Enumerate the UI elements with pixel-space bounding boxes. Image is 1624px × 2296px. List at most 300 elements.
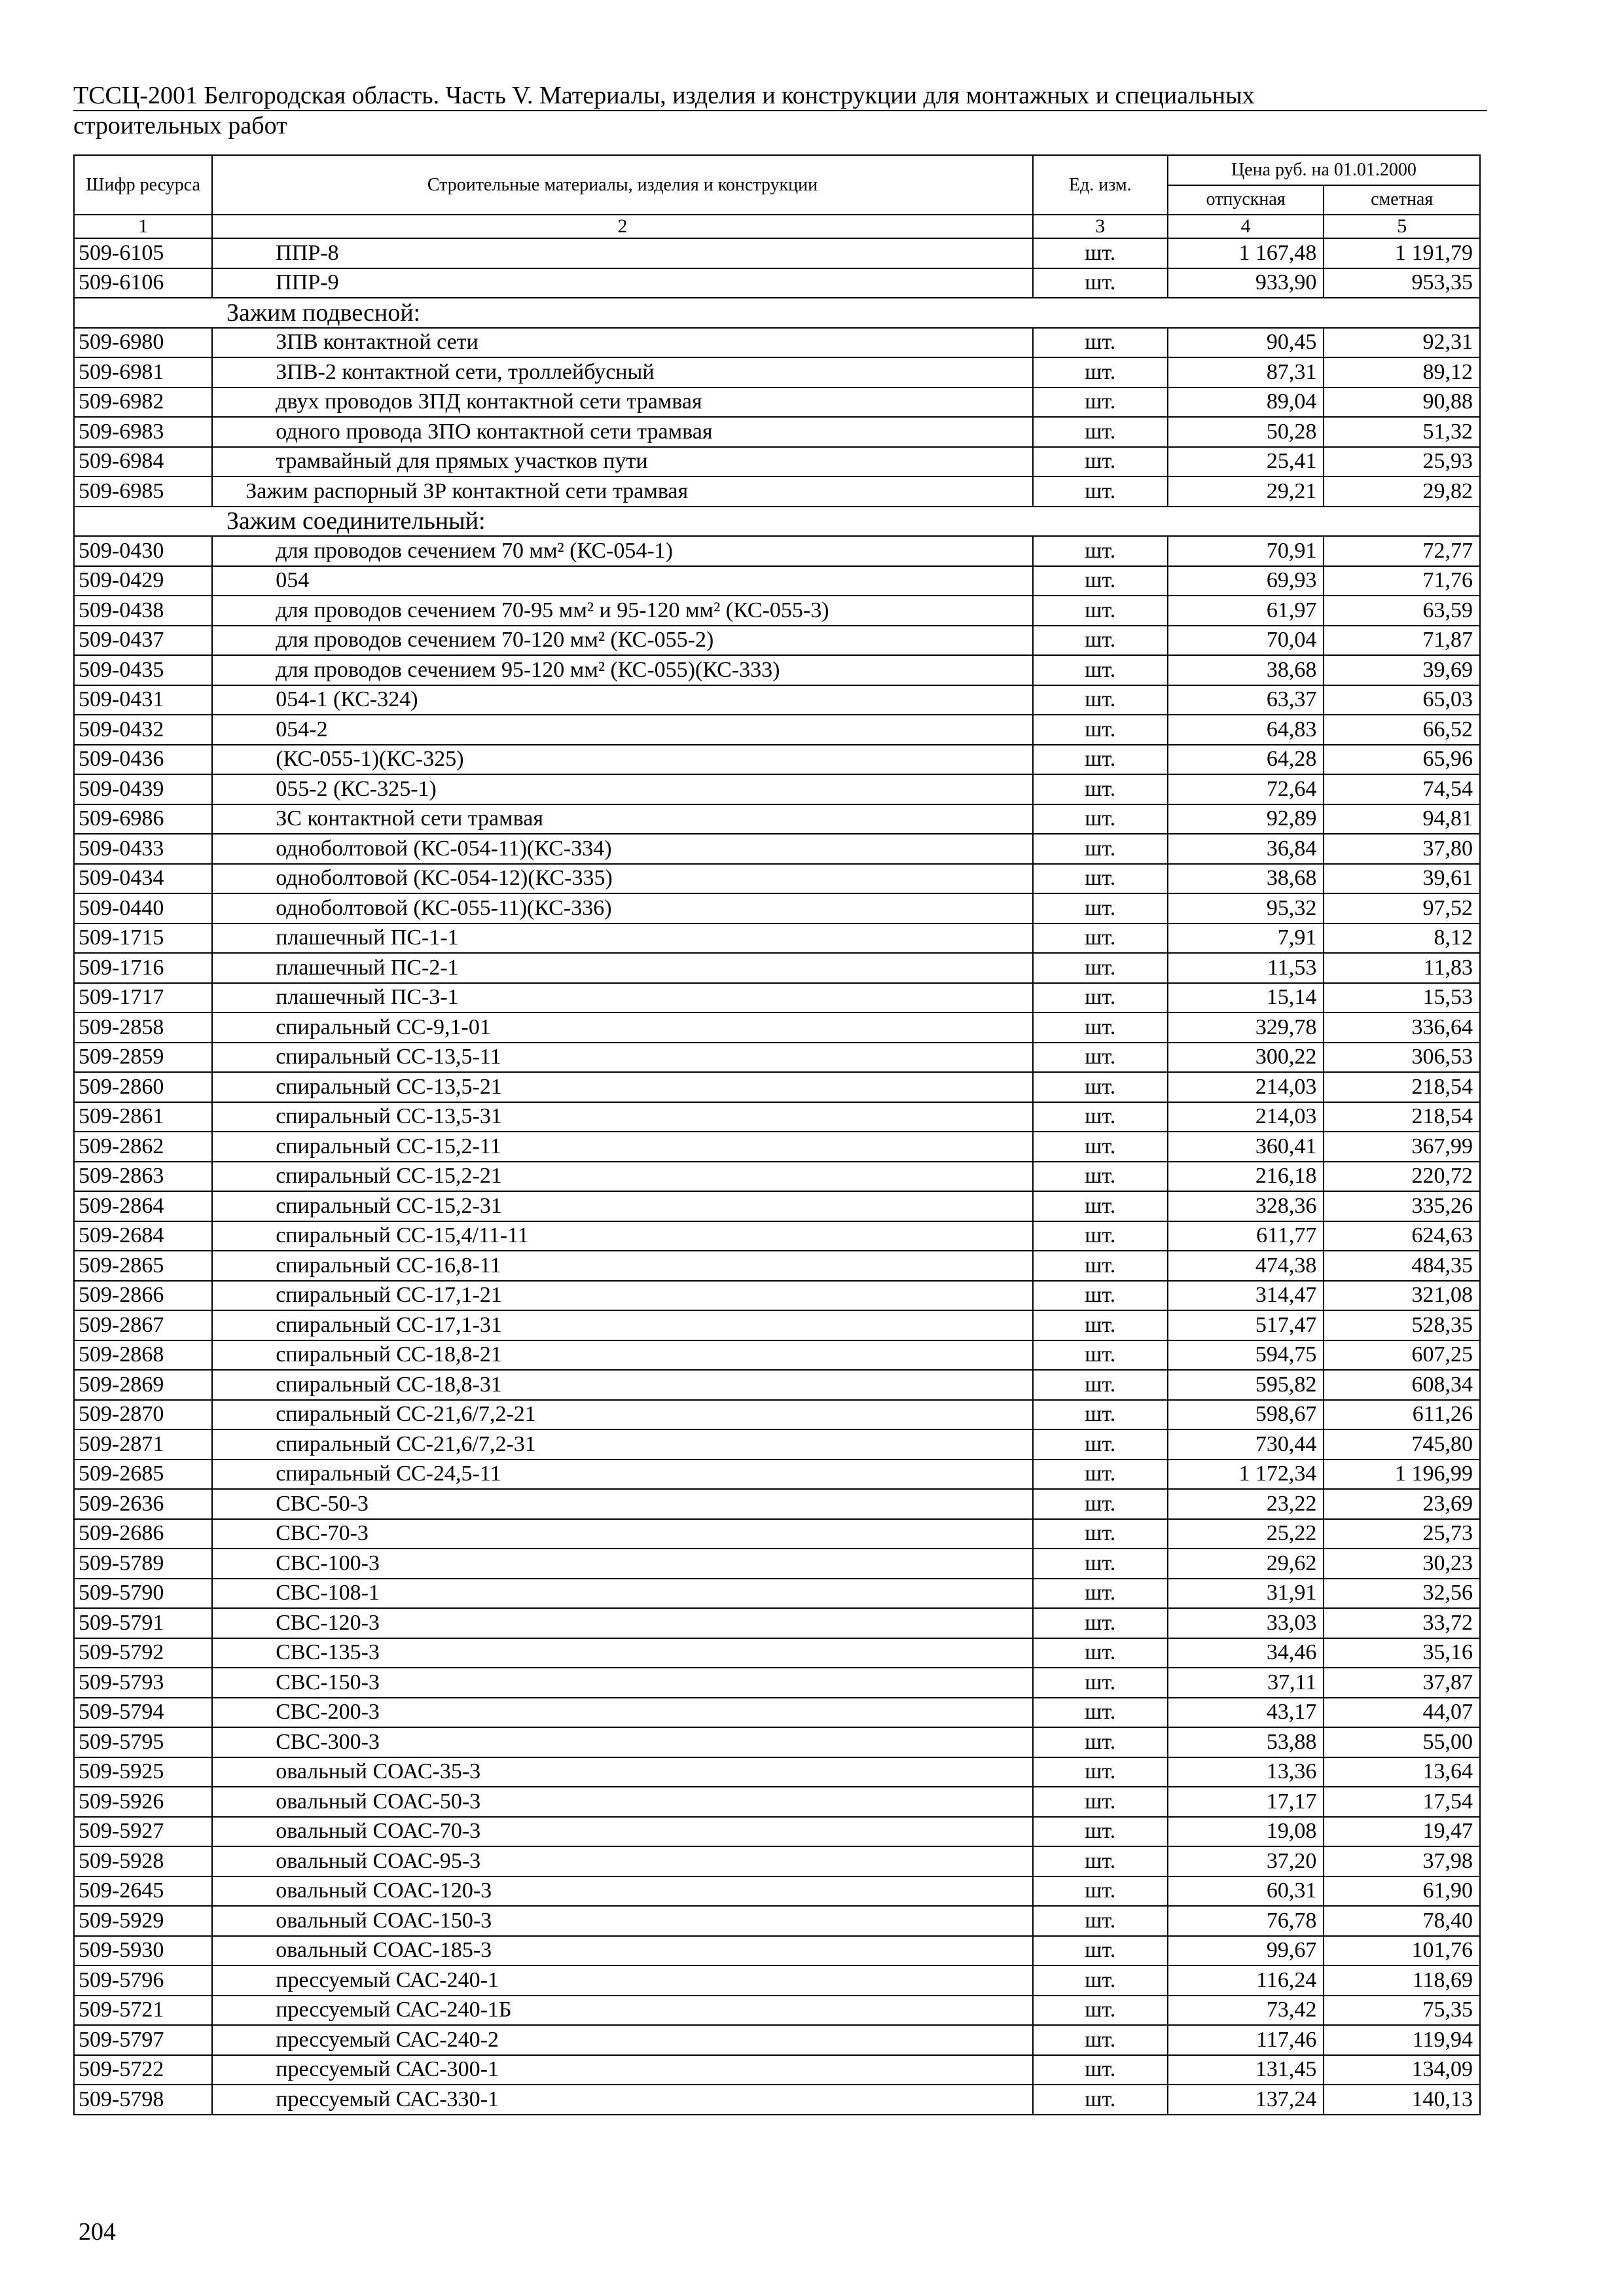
unit-cell: шт. bbox=[1033, 1876, 1168, 1907]
resource-code-cell: 509-6982 bbox=[74, 387, 212, 418]
resource-code-cell: 509-6986 bbox=[74, 804, 212, 834]
unit-cell: шт. bbox=[1033, 1043, 1168, 1073]
release-price-cell: 214,03 bbox=[1168, 1072, 1324, 1102]
material-name-cell: спиральный СС-17,1-21 bbox=[212, 1281, 1032, 1311]
table-row bbox=[74, 1996, 1480, 2026]
material-name-cell: СВС-50-3 bbox=[212, 1489, 1032, 1519]
table-row bbox=[74, 1965, 1480, 1996]
release-price-cell: 19,08 bbox=[1168, 1817, 1324, 1847]
unit-cell: шт. bbox=[1033, 2055, 1168, 2085]
material-name-cell: плашечный ПС-1-1 bbox=[212, 924, 1032, 954]
estimate-price-cell: 101,76 bbox=[1324, 1936, 1480, 1966]
resource-code-cell: 509-0439 bbox=[74, 774, 212, 804]
material-name-cell: овальный СОАС-35-3 bbox=[212, 1757, 1032, 1787]
unit-cell: шт. bbox=[1033, 1579, 1168, 1609]
table-row bbox=[74, 1579, 1480, 1609]
release-price-cell: 329,78 bbox=[1168, 1013, 1324, 1043]
material-name-cell: ППР-8 bbox=[212, 238, 1032, 268]
unit-cell: шт. bbox=[1033, 1757, 1168, 1787]
release-price-cell: 730,44 bbox=[1168, 1429, 1324, 1460]
table-row bbox=[74, 1072, 1480, 1102]
column-header-code: Шифр ресурса bbox=[74, 155, 212, 215]
resource-code-cell: 509-6984 bbox=[74, 447, 212, 477]
unit-cell: шт. bbox=[1033, 387, 1168, 418]
material-name-cell: спиральный СС-21,6/7,2-21 bbox=[212, 1400, 1032, 1430]
table-row bbox=[74, 685, 1480, 715]
material-name-cell: ЗС контактной сети трамвая bbox=[212, 804, 1032, 834]
estimate-price-cell: 44,07 bbox=[1324, 1698, 1480, 1728]
unit-cell: шт. bbox=[1033, 1102, 1168, 1132]
release-price-cell: 29,62 bbox=[1168, 1549, 1324, 1579]
table-row bbox=[74, 1013, 1480, 1043]
release-price-cell: 76,78 bbox=[1168, 1906, 1324, 1936]
release-price-cell: 64,83 bbox=[1168, 715, 1324, 745]
estimate-price-cell: 119,94 bbox=[1324, 2025, 1480, 2055]
release-price-cell: 38,68 bbox=[1168, 655, 1324, 685]
resource-code-cell: 509-6981 bbox=[74, 357, 212, 387]
material-name-cell: спиральный СС-13,5-31 bbox=[212, 1102, 1032, 1132]
release-price-cell: 17,17 bbox=[1168, 1787, 1324, 1817]
resource-code-cell: 509-2868 bbox=[74, 1340, 212, 1371]
table-row bbox=[74, 447, 1480, 477]
release-price-cell: 216,18 bbox=[1168, 1162, 1324, 1192]
unit-cell: шт. bbox=[1033, 1221, 1168, 1251]
unit-cell: шт. bbox=[1033, 476, 1168, 507]
release-price-cell: 38,68 bbox=[1168, 864, 1324, 894]
table-row bbox=[74, 953, 1480, 983]
table-row bbox=[74, 1191, 1480, 1221]
material-name-cell: одноболтовой (КС-054-12)(КС-335) bbox=[212, 864, 1032, 894]
unit-cell: шт. bbox=[1033, 566, 1168, 596]
table-row bbox=[74, 1489, 1480, 1519]
estimate-price-cell: 75,35 bbox=[1324, 1996, 1480, 2026]
estimate-price-cell: 90,88 bbox=[1324, 387, 1480, 418]
material-name-cell: овальный СОАС-50-3 bbox=[212, 1787, 1032, 1817]
estimate-price-cell: 25,73 bbox=[1324, 1519, 1480, 1549]
table-row bbox=[74, 1727, 1480, 1757]
table-row bbox=[74, 655, 1480, 685]
material-name-cell: спиральный СС-15,4/11-11 bbox=[212, 1221, 1032, 1251]
release-price-cell: 95,32 bbox=[1168, 893, 1324, 924]
resource-code-cell: 509-5797 bbox=[74, 2025, 212, 2055]
unit-cell: шт. bbox=[1033, 1519, 1168, 1549]
estimate-price-cell: 37,80 bbox=[1324, 834, 1480, 864]
material-name-cell: Зажим распорный ЗР контактной сети трамвая bbox=[212, 476, 1032, 507]
estimate-price-cell: 65,03 bbox=[1324, 685, 1480, 715]
table-row bbox=[74, 1400, 1480, 1430]
estimate-price-cell: 30,23 bbox=[1324, 1549, 1480, 1579]
table-row bbox=[74, 417, 1480, 447]
table-row bbox=[74, 566, 1480, 596]
release-price-cell: 314,47 bbox=[1168, 1281, 1324, 1311]
resource-code-cell: 509-2636 bbox=[74, 1489, 212, 1519]
material-name-cell: спиральный СС-13,5-11 bbox=[212, 1043, 1032, 1073]
release-price-cell: 517,47 bbox=[1168, 1310, 1324, 1340]
unit-cell: шт. bbox=[1033, 1162, 1168, 1192]
estimate-price-cell: 74,54 bbox=[1324, 774, 1480, 804]
estimate-price-cell: 29,82 bbox=[1324, 476, 1480, 507]
resource-code-cell: 509-2858 bbox=[74, 1013, 212, 1043]
material-name-cell: СВС-300-3 bbox=[212, 1727, 1032, 1757]
release-price-cell: 89,04 bbox=[1168, 387, 1324, 418]
unit-cell: шт. bbox=[1033, 2025, 1168, 2055]
material-name-cell: одноболтовой (КС-055-11)(КС-336) bbox=[212, 893, 1032, 924]
table-row bbox=[74, 774, 1480, 804]
estimate-price-cell: 94,81 bbox=[1324, 804, 1480, 834]
resource-code-cell: 509-2685 bbox=[74, 1460, 212, 1490]
estimate-price-cell: 484,35 bbox=[1324, 1251, 1480, 1281]
group-heading: Зажим соединительный: bbox=[74, 507, 1480, 537]
price-table bbox=[73, 154, 1481, 2115]
unit-cell: шт. bbox=[1033, 685, 1168, 715]
table-row bbox=[74, 1817, 1480, 1847]
table-row bbox=[74, 924, 1480, 954]
release-price-cell: 15,14 bbox=[1168, 983, 1324, 1013]
resource-code-cell: 509-0434 bbox=[74, 864, 212, 894]
unit-cell: шт. bbox=[1033, 1698, 1168, 1728]
unit-cell: шт. bbox=[1033, 1965, 1168, 1996]
material-name-cell: 054-2 bbox=[212, 715, 1032, 745]
material-name-cell: прессуемый САС-240-1 bbox=[212, 1965, 1032, 1996]
unit-cell: шт. bbox=[1033, 536, 1168, 566]
table-row bbox=[74, 864, 1480, 894]
estimate-price-cell: 13,64 bbox=[1324, 1757, 1480, 1787]
resource-code-cell: 509-0430 bbox=[74, 536, 212, 566]
material-name-cell: овальный СОАС-185-3 bbox=[212, 1936, 1032, 1966]
table-row bbox=[74, 2025, 1480, 2055]
table-row bbox=[74, 596, 1480, 626]
table-row bbox=[74, 834, 1480, 864]
page-header bbox=[73, 81, 1487, 140]
resource-code-cell: 509-2863 bbox=[74, 1162, 212, 1192]
resource-code-cell: 509-1717 bbox=[74, 983, 212, 1013]
release-price-cell: 63,37 bbox=[1168, 685, 1324, 715]
material-name-cell: прессуемый САС-240-2 bbox=[212, 2025, 1032, 2055]
unit-cell: шт. bbox=[1033, 864, 1168, 894]
table-row bbox=[74, 387, 1480, 418]
material-name-cell: прессуемый САС-330-1 bbox=[212, 2085, 1032, 2115]
table-body bbox=[74, 238, 1480, 2115]
release-price-cell: 1 167,48 bbox=[1168, 238, 1324, 268]
unit-cell: шт. bbox=[1033, 1787, 1168, 1817]
unit-cell: шт. bbox=[1033, 1638, 1168, 1668]
table-row bbox=[74, 1251, 1480, 1281]
estimate-price-cell: 65,96 bbox=[1324, 745, 1480, 775]
resource-code-cell: 509-5792 bbox=[74, 1638, 212, 1668]
resource-code-cell: 509-0436 bbox=[74, 745, 212, 775]
release-price-cell: 598,67 bbox=[1168, 1400, 1324, 1430]
release-price-cell: 933,90 bbox=[1168, 268, 1324, 298]
unit-cell: шт. bbox=[1033, 804, 1168, 834]
resource-code-cell: 509-5930 bbox=[74, 1936, 212, 1966]
resource-code-cell: 509-0432 bbox=[74, 715, 212, 745]
resource-code-cell: 509-5929 bbox=[74, 1906, 212, 1936]
table-row bbox=[74, 1876, 1480, 1907]
release-price-cell: 474,38 bbox=[1168, 1251, 1324, 1281]
unit-cell: шт. bbox=[1033, 1400, 1168, 1430]
unit-cell: шт. bbox=[1033, 1846, 1168, 1876]
material-name-cell: СВС-120-3 bbox=[212, 1608, 1032, 1638]
table-row bbox=[74, 1370, 1480, 1400]
resource-code-cell: 509-0433 bbox=[74, 834, 212, 864]
estimate-price-cell: 336,64 bbox=[1324, 1013, 1480, 1043]
page-number: 204 bbox=[79, 2218, 116, 2246]
table-row bbox=[74, 1757, 1480, 1787]
estimate-price-cell: 39,69 bbox=[1324, 655, 1480, 685]
release-price-cell: 214,03 bbox=[1168, 1102, 1324, 1132]
material-name-cell: овальный СОАС-70-3 bbox=[212, 1817, 1032, 1847]
unit-cell: шт. bbox=[1033, 1608, 1168, 1638]
estimate-price-cell: 608,34 bbox=[1324, 1370, 1480, 1400]
estimate-price-cell: 8,12 bbox=[1324, 924, 1480, 954]
table-row bbox=[74, 626, 1480, 656]
unit-cell: шт. bbox=[1033, 1549, 1168, 1579]
material-name-cell: плашечный ПС-2-1 bbox=[212, 953, 1032, 983]
estimate-price-cell: 32,56 bbox=[1324, 1579, 1480, 1609]
unit-cell: шт. bbox=[1033, 893, 1168, 924]
resource-code-cell: 509-5928 bbox=[74, 1846, 212, 1876]
table-row bbox=[74, 1281, 1480, 1311]
material-name-cell: овальный СОАС-95-3 bbox=[212, 1846, 1032, 1876]
table-row bbox=[74, 1162, 1480, 1192]
estimate-price-cell: 607,25 bbox=[1324, 1340, 1480, 1371]
resource-code-cell: 509-2871 bbox=[74, 1429, 212, 1460]
estimate-price-cell: 19,47 bbox=[1324, 1817, 1480, 1847]
release-price-cell: 90,45 bbox=[1168, 328, 1324, 358]
material-name-cell: СВС-108-1 bbox=[212, 1579, 1032, 1609]
estimate-price-cell: 17,54 bbox=[1324, 1787, 1480, 1817]
table-row bbox=[74, 357, 1480, 387]
table-row bbox=[74, 893, 1480, 924]
unit-cell: шт. bbox=[1033, 238, 1168, 268]
release-price-cell: 92,89 bbox=[1168, 804, 1324, 834]
resource-code-cell: 509-2865 bbox=[74, 1251, 212, 1281]
material-name-cell: спиральный СС-17,1-31 bbox=[212, 1310, 1032, 1340]
estimate-price-cell: 218,54 bbox=[1324, 1072, 1480, 1102]
release-price-cell: 595,82 bbox=[1168, 1370, 1324, 1400]
release-price-cell: 36,84 bbox=[1168, 834, 1324, 864]
release-price-cell: 25,22 bbox=[1168, 1519, 1324, 1549]
material-name-cell: спиральный СС-24,5-11 bbox=[212, 1460, 1032, 1490]
material-name-cell: (КС-055-1)(КС-325) bbox=[212, 745, 1032, 775]
release-price-cell: 29,21 bbox=[1168, 476, 1324, 507]
column-number: 5 bbox=[1324, 215, 1480, 238]
material-name-cell: овальный СОАС-120-3 bbox=[212, 1876, 1032, 1907]
group-heading-row bbox=[74, 298, 1480, 328]
release-price-cell: 328,36 bbox=[1168, 1191, 1324, 1221]
group-heading-row bbox=[74, 507, 1480, 537]
resource-code-cell: 509-1716 bbox=[74, 953, 212, 983]
estimate-price-cell: 624,63 bbox=[1324, 1221, 1480, 1251]
resource-code-cell: 509-2866 bbox=[74, 1281, 212, 1311]
release-price-cell: 594,75 bbox=[1168, 1340, 1324, 1371]
material-name-cell: СВС-200-3 bbox=[212, 1698, 1032, 1728]
unit-cell: шт. bbox=[1033, 1460, 1168, 1490]
estimate-price-cell: 92,31 bbox=[1324, 328, 1480, 358]
estimate-price-cell: 23,69 bbox=[1324, 1489, 1480, 1519]
resource-code-cell: 509-5722 bbox=[74, 2055, 212, 2085]
release-price-cell: 1 172,34 bbox=[1168, 1460, 1324, 1490]
unit-cell: шт. bbox=[1033, 1191, 1168, 1221]
table-row bbox=[74, 1608, 1480, 1638]
table-row bbox=[74, 1221, 1480, 1251]
table-row bbox=[74, 1846, 1480, 1876]
column-number: 3 bbox=[1033, 215, 1168, 238]
table-row bbox=[74, 1310, 1480, 1340]
resource-code-cell: 509-2862 bbox=[74, 1132, 212, 1162]
unit-cell: шт. bbox=[1033, 417, 1168, 447]
estimate-price-cell: 335,26 bbox=[1324, 1191, 1480, 1221]
material-name-cell: трамвайный для прямых участков пути bbox=[212, 447, 1032, 477]
estimate-price-cell: 611,26 bbox=[1324, 1400, 1480, 1430]
resource-code-cell: 509-2861 bbox=[74, 1102, 212, 1132]
resource-code-cell: 509-6980 bbox=[74, 328, 212, 358]
table-row bbox=[74, 1132, 1480, 1162]
release-price-cell: 69,93 bbox=[1168, 566, 1324, 596]
resource-code-cell: 509-2684 bbox=[74, 1221, 212, 1251]
resource-code-cell: 509-5927 bbox=[74, 1817, 212, 1847]
unit-cell: шт. bbox=[1033, 1072, 1168, 1102]
release-price-cell: 70,04 bbox=[1168, 626, 1324, 656]
unit-cell: шт. bbox=[1033, 1132, 1168, 1162]
unit-cell: шт. bbox=[1033, 1727, 1168, 1757]
unit-cell: шт. bbox=[1033, 1996, 1168, 2026]
unit-cell: шт. bbox=[1033, 1013, 1168, 1043]
release-price-cell: 300,22 bbox=[1168, 1043, 1324, 1073]
material-name-cell: 054 bbox=[212, 566, 1032, 596]
estimate-price-cell: 15,53 bbox=[1324, 983, 1480, 1013]
release-price-cell: 72,64 bbox=[1168, 774, 1324, 804]
table-row bbox=[74, 476, 1480, 507]
unit-cell: шт. bbox=[1033, 1281, 1168, 1311]
resource-code-cell: 509-1715 bbox=[74, 924, 212, 954]
resource-code-cell: 509-5794 bbox=[74, 1698, 212, 1728]
unit-cell: шт. bbox=[1033, 1489, 1168, 1519]
table-row bbox=[74, 715, 1480, 745]
release-price-cell: 60,31 bbox=[1168, 1876, 1324, 1907]
estimate-price-cell: 140,13 bbox=[1324, 2085, 1480, 2115]
unit-cell: шт. bbox=[1033, 1817, 1168, 1847]
material-name-cell: спиральный СС-18,8-31 bbox=[212, 1370, 1032, 1400]
resource-code-cell: 509-2867 bbox=[74, 1310, 212, 1340]
column-header-price: Цена руб. на 01.01.2000 bbox=[1168, 155, 1480, 185]
material-name-cell: спиральный СС-15,2-11 bbox=[212, 1132, 1032, 1162]
release-price-cell: 70,91 bbox=[1168, 536, 1324, 566]
estimate-price-cell: 306,53 bbox=[1324, 1043, 1480, 1073]
release-price-cell: 50,28 bbox=[1168, 417, 1324, 447]
table-row bbox=[74, 328, 1480, 358]
table-row bbox=[74, 536, 1480, 566]
resource-code-cell: 509-5790 bbox=[74, 1579, 212, 1609]
table-row bbox=[74, 1102, 1480, 1132]
material-name-cell: СВС-100-3 bbox=[212, 1549, 1032, 1579]
release-price-cell: 13,36 bbox=[1168, 1757, 1324, 1787]
estimate-price-cell: 71,76 bbox=[1324, 566, 1480, 596]
resource-code-cell: 509-5789 bbox=[74, 1549, 212, 1579]
table-row bbox=[74, 238, 1480, 268]
material-name-cell: ППР-9 bbox=[212, 268, 1032, 298]
release-price-cell: 611,77 bbox=[1168, 1221, 1324, 1251]
table-row bbox=[74, 1638, 1480, 1668]
estimate-price-cell: 61,90 bbox=[1324, 1876, 1480, 1907]
estimate-price-cell: 78,40 bbox=[1324, 1906, 1480, 1936]
estimate-price-cell: 953,35 bbox=[1324, 268, 1480, 298]
estimate-price-cell: 25,93 bbox=[1324, 447, 1480, 477]
unit-cell: шт. bbox=[1033, 268, 1168, 298]
estimate-price-cell: 321,08 bbox=[1324, 1281, 1480, 1311]
estimate-price-cell: 39,61 bbox=[1324, 864, 1480, 894]
column-header-unit: Ед. изм. bbox=[1033, 155, 1168, 215]
estimate-price-cell: 220,72 bbox=[1324, 1162, 1480, 1192]
estimate-price-cell: 72,77 bbox=[1324, 536, 1480, 566]
table-row bbox=[74, 1340, 1480, 1371]
estimate-price-cell: 66,52 bbox=[1324, 715, 1480, 745]
material-name-cell: прессуемый САС-300-1 bbox=[212, 2055, 1032, 2085]
material-name-cell: СВС-70-3 bbox=[212, 1519, 1032, 1549]
estimate-price-cell: 118,69 bbox=[1324, 1965, 1480, 1996]
resource-code-cell: 509-2870 bbox=[74, 1400, 212, 1430]
column-header-estimate: сметная bbox=[1324, 185, 1480, 215]
release-price-cell: 99,67 bbox=[1168, 1936, 1324, 1966]
material-name-cell: СВС-150-3 bbox=[212, 1668, 1032, 1698]
table-row bbox=[74, 745, 1480, 775]
estimate-price-cell: 528,35 bbox=[1324, 1310, 1480, 1340]
resource-code-cell: 509-5926 bbox=[74, 1787, 212, 1817]
material-name-cell: для проводов сечением 70-95 мм² и 95-120 мм² (КС-055-3) bbox=[212, 596, 1032, 626]
estimate-price-cell: 71,87 bbox=[1324, 626, 1480, 656]
table-row bbox=[74, 1549, 1480, 1579]
estimate-price-cell: 35,16 bbox=[1324, 1638, 1480, 1668]
column-number: 4 bbox=[1168, 215, 1324, 238]
table-row bbox=[74, 1668, 1480, 1698]
resource-code-cell: 509-6983 bbox=[74, 417, 212, 447]
table-row bbox=[74, 1698, 1480, 1728]
estimate-price-cell: 55,00 bbox=[1324, 1727, 1480, 1757]
resource-code-cell: 509-2645 bbox=[74, 1876, 212, 1907]
material-name-cell: спиральный СС-15,2-21 bbox=[212, 1162, 1032, 1192]
estimate-price-cell: 1 191,79 bbox=[1324, 238, 1480, 268]
column-number: 2 bbox=[212, 215, 1032, 238]
unit-cell: шт. bbox=[1033, 1310, 1168, 1340]
material-name-cell: ЗПВ контактной сети bbox=[212, 328, 1032, 358]
table-row bbox=[74, 1519, 1480, 1549]
resource-code-cell: 509-2869 bbox=[74, 1370, 212, 1400]
unit-cell: шт. bbox=[1033, 596, 1168, 626]
estimate-price-cell: 37,87 bbox=[1324, 1668, 1480, 1698]
resource-code-cell: 509-6985 bbox=[74, 476, 212, 507]
release-price-cell: 37,20 bbox=[1168, 1846, 1324, 1876]
table-row bbox=[74, 983, 1480, 1013]
column-header-release: отпускная bbox=[1168, 185, 1324, 215]
unit-cell: шт. bbox=[1033, 1251, 1168, 1281]
release-price-cell: 131,45 bbox=[1168, 2055, 1324, 2085]
resource-code-cell: 509-0438 bbox=[74, 596, 212, 626]
resource-code-cell: 509-6105 bbox=[74, 238, 212, 268]
unit-cell: шт. bbox=[1033, 715, 1168, 745]
table-row bbox=[74, 1936, 1480, 1966]
table-row bbox=[74, 1043, 1480, 1073]
unit-cell: шт. bbox=[1033, 1370, 1168, 1400]
resource-code-cell: 509-5793 bbox=[74, 1668, 212, 1698]
material-name-cell: для проводов сечением 70 мм² (КС-054-1) bbox=[212, 536, 1032, 566]
estimate-price-cell: 367,99 bbox=[1324, 1132, 1480, 1162]
unit-cell: шт. bbox=[1033, 1906, 1168, 1936]
material-name-cell: плашечный ПС-3-1 bbox=[212, 983, 1032, 1013]
release-price-cell: 11,53 bbox=[1168, 953, 1324, 983]
document-title-line-1: ТССЦ-2001 Белгородская область. Часть V. Материалы, изделия и конструкции для монтажных и специальных bbox=[73, 81, 1487, 111]
table-row bbox=[74, 1787, 1480, 1817]
resource-code-cell: 509-0429 bbox=[74, 566, 212, 596]
